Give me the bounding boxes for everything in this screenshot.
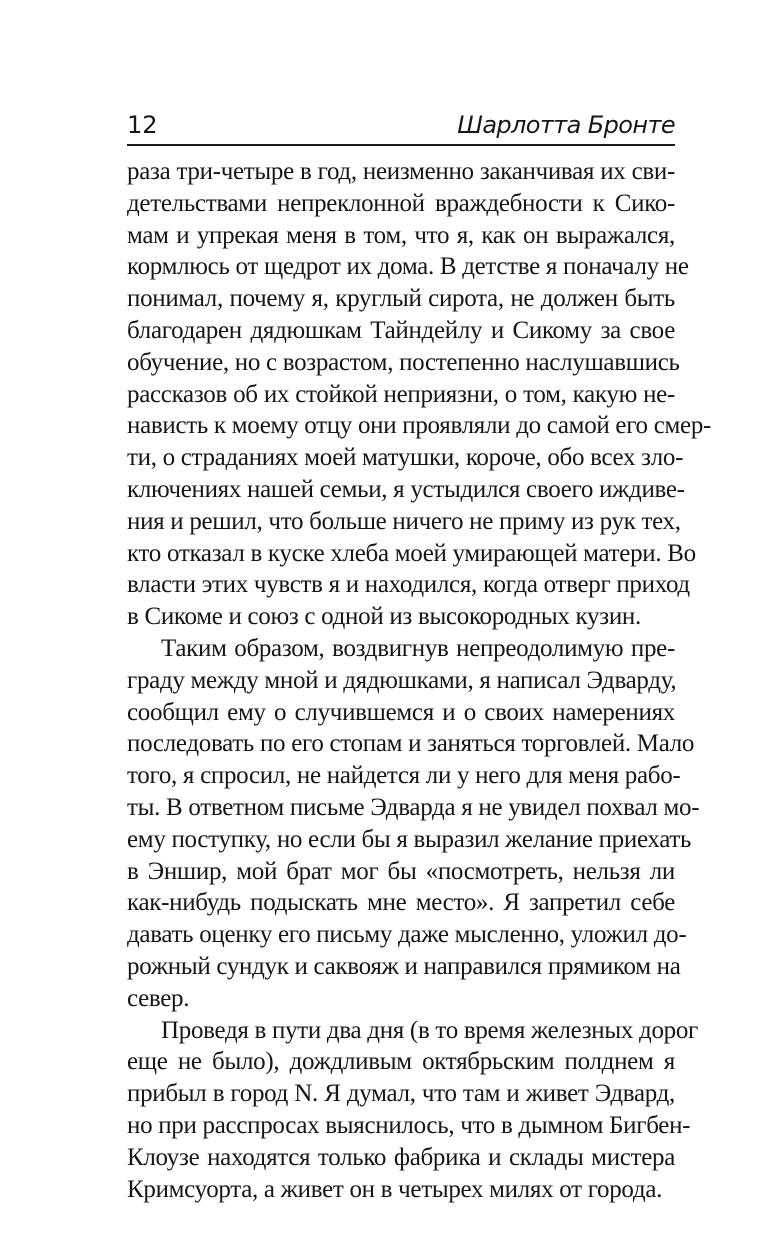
text-line: того, я спросил, не найдется ли у него для меня рабо- (127, 762, 681, 790)
text-line: рассказов об их стойкой неприязни, о том, какую не- (127, 380, 675, 408)
body-text (127, 156, 712, 1205)
page-header (127, 108, 675, 146)
text-line: Клоузе находятся только фабрика и склады мистера (127, 1143, 675, 1171)
text-line: Кримсуорта, а живет он в четырех милях от города. (127, 1175, 663, 1203)
text-line: раза три-четыре в год, неизменно заканчивая их сви- (127, 158, 675, 185)
page-number: 12 (127, 111, 158, 139)
text-line: кто отказал в куске хлеба моей умирающей матери. Во (127, 539, 696, 567)
paragraph (127, 156, 712, 633)
text-line: ти, о страданиях моей матушки, короче, обо всех зло- (127, 444, 684, 472)
text-line: ния и решил, что больше ничего не приму из рук тех, (127, 507, 681, 535)
text-line: рожный сундук и саквояж и направился прямиком на (127, 952, 681, 980)
text-line: ключениях нашей семьи, я устыдился своего иждиве- (127, 475, 685, 503)
text-line: последовать по его стопам и заняться торговлей. Мало (127, 730, 695, 758)
text-line: сообщил ему о случившемся и о своих намерениях (127, 698, 675, 726)
text-line: кормлюсь от щедрот их дома. В детстве я поначалу не (127, 253, 689, 281)
paragraph (127, 633, 700, 1015)
text-line: прибыл в город N. Я думал, что там и живет Эдвард, (127, 1080, 675, 1108)
text-line: ты. В ответном письме Эдварда я не увидел похвал мо- (127, 793, 700, 821)
text-line: обучение, но с возрастом, постепенно наслушавшись (127, 348, 680, 376)
text-line: в Эншир, мой брат мог бы «посмотреть, нельзя ли (127, 857, 675, 885)
text-line: север. (127, 984, 190, 1012)
text-line: мам и упрекая меня в том, что я, как он выражался, (127, 221, 675, 249)
paragraph (127, 1015, 699, 1206)
text-line: в Сикоме и союз с одной из высокородных кузин. (127, 603, 641, 631)
text-line: нависть к моему отцу они проявляли до самой его смер- (127, 412, 712, 440)
text-line: власти этих чувств я и находился, когда отверг приход (127, 571, 690, 599)
text-line: еще не было), дождливым октябрьским полднем я (127, 1048, 675, 1076)
text-line: понимал, почему я, круглый сирота, не должен быть (127, 285, 675, 313)
text-line: Проведя в пути два дня (в то время железных дорог (161, 1016, 699, 1044)
text-line: давать оценку его письму даже мысленно, уложил до- (127, 921, 687, 949)
text-line: но при расспросах выяснилось, что в дымном Бигбен- (127, 1111, 691, 1139)
text-line: благодарен дядюшкам Тайндейлу и Сикому за свое (127, 316, 675, 344)
text-line: детельствами непреклонной враждебности к Сико- (127, 189, 675, 217)
text-line: граду между мной и дядюшками, я написал Эдварду, (127, 666, 677, 694)
text-line: ему поступку, но если бы я выразил желание приехать (127, 825, 692, 853)
text-line: как-нибудь подыскать мне место». Я запретил себе (127, 889, 675, 917)
text-line: Таким образом, воздвигнув непреодолимую пре- (161, 634, 675, 662)
running-title: Шарлотта Бронте (457, 111, 675, 139)
